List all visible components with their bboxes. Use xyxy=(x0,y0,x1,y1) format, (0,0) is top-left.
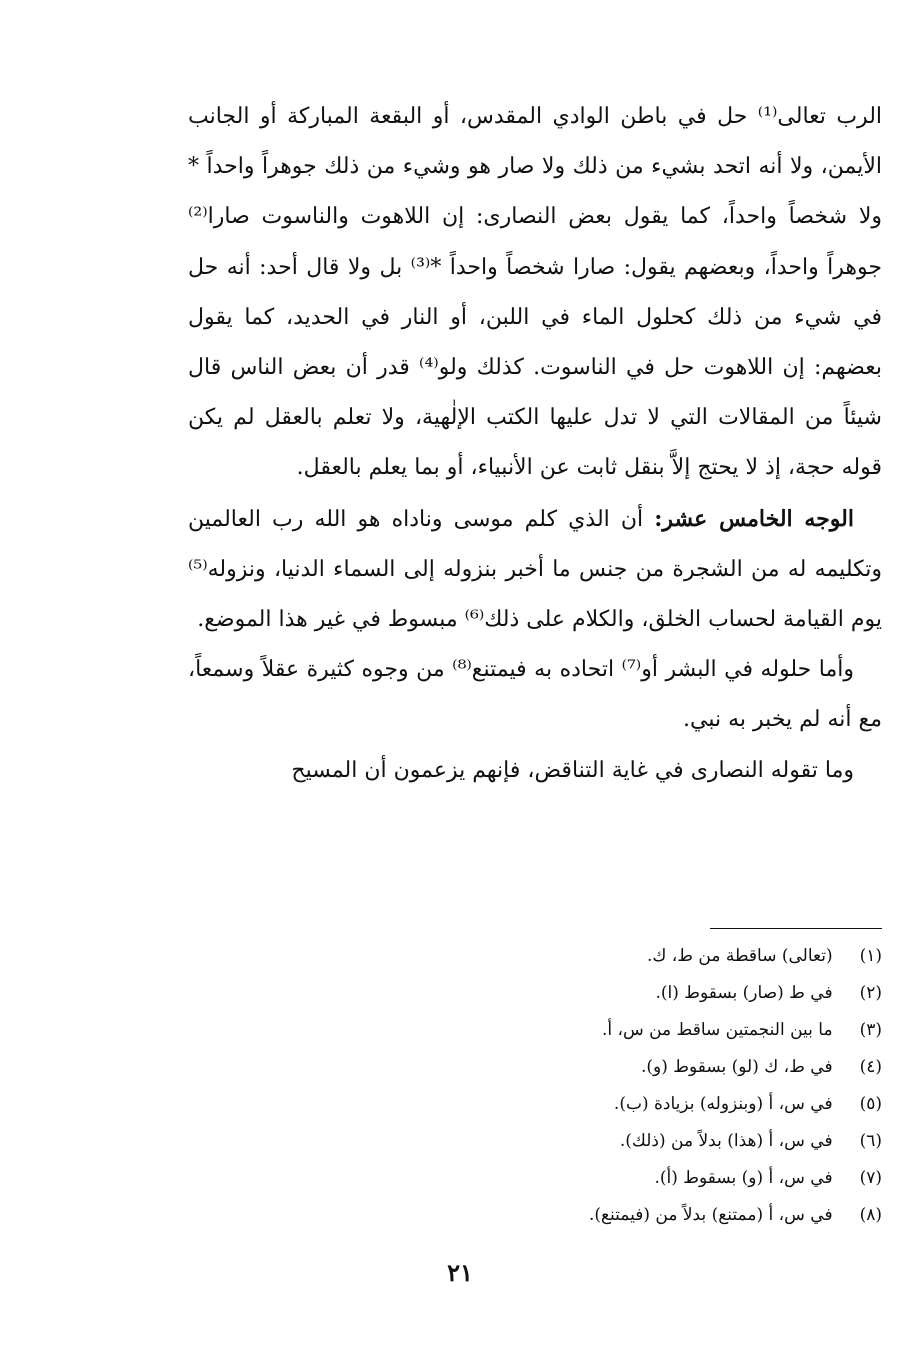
paragraph-3-text: وأما حلوله في البشر أو⁽⁷⁾ اتحاده به فيمتنع⁽⁸⁾ من وجوه كثيرة عقلاً وسمعاً، مع أنه لم يخبر به نبي. xyxy=(188,657,882,733)
footnote-number: (٣) xyxy=(859,1020,882,1040)
footnote-item xyxy=(188,1012,882,1049)
footnote-number: (٦) xyxy=(859,1131,882,1151)
footnote-item xyxy=(188,1197,882,1234)
paragraph-4 xyxy=(188,746,882,796)
footnote-text: ما بين النجمتين ساقط من س، أ. xyxy=(601,1020,833,1040)
footnote-number: (٤) xyxy=(859,1057,882,1077)
footnotes-list xyxy=(188,938,882,1234)
footnote-item xyxy=(188,1086,882,1123)
footnote-divider xyxy=(710,928,882,929)
paragraph-3 xyxy=(188,645,882,745)
page-number: ٢١ xyxy=(447,1258,473,1287)
footnote-text: في س، أ (وبنزوله) بزيادة (ب). xyxy=(613,1094,833,1114)
footnote-item xyxy=(188,938,882,975)
footnote-item xyxy=(188,1049,882,1086)
main-text xyxy=(188,92,882,796)
paragraph-4-text: وما تقوله النصارى في غاية التناقض، فإنهم يزعمون أن المسيح xyxy=(291,757,854,783)
section-heading: الوجه الخامس عشر: xyxy=(654,505,854,532)
footnote-text: في س، أ (و) بسقوط (أ). xyxy=(654,1168,833,1188)
footnote-item xyxy=(188,1123,882,1160)
footnote-text: في ط (صار) بسقوط (ا). xyxy=(655,983,833,1003)
paragraph-1 xyxy=(188,92,882,494)
footnote-number: (٥) xyxy=(859,1094,882,1114)
footnote-item xyxy=(188,1160,882,1197)
paragraph-2 xyxy=(188,494,882,646)
footnote-text: في س، أ (هذا) بدلاً من (ذلك). xyxy=(619,1131,833,1151)
footnote-number: (١) xyxy=(859,946,882,966)
footnote-text: (تعالى) ساقطة من ط، ك. xyxy=(646,946,833,966)
paragraph-2-text: أن الذي كلم موسى وناداه هو الله رب العالمين وتكليمه له من الشجرة من جنس ما أخبر بنزوله إلى السماء الدنيا، ونزوله⁽⁵⁾ يوم القيامة لحساب الخلق، والكلام على ذلك⁽⁶⁾ مبسوط في غير هذا الموضع. xyxy=(188,506,882,633)
footnote-number: (٨) xyxy=(859,1205,882,1225)
footnote-text: في س، أ (ممتنع) بدلاً من (فيمتنع). xyxy=(588,1205,833,1225)
paragraph-1-text: الرب تعالى⁽¹⁾ حل في باطن الوادي المقدس، أو البقعة المباركة أو الجانب الأيمن، ولا أنه اتحد بشيء من ذلك ولا صار هو وشيء من ذلك جوهراً واحداً * ولا شخصاً واحداً، كما يقول بعض النصارى: إن اللاهوت والناسوت صارا⁽²⁾ جوهراً واحداً، وبعضهم يقول: صارا شخصاً واحداً *⁽³⁾ بل ولا قال أحد: أنه حل في شيء من ذلك كحلول الماء في اللبن، أو النار في الحديد، كما يقول بعضهم: إن اللاهوت حل في الناسوت. كذلك ولو⁽⁴⁾ قدر أن بعض الناس قال شيئاً من المقالات التي لا تدل عليها الكتب الإلٰهية، ولا تعلم بالعقل لم يكن قوله حجة، إذ لا يحتج إلاَّ بنقل ثابت عن الأنبياء، أو بما يعلم بالعقل. xyxy=(188,104,883,481)
footnote-text: في ط، ك (لو) بسقوط (و). xyxy=(640,1057,833,1077)
footnote-item xyxy=(188,975,882,1012)
footnote-number: (٧) xyxy=(859,1168,882,1188)
footnote-number: (٢) xyxy=(859,983,882,1003)
